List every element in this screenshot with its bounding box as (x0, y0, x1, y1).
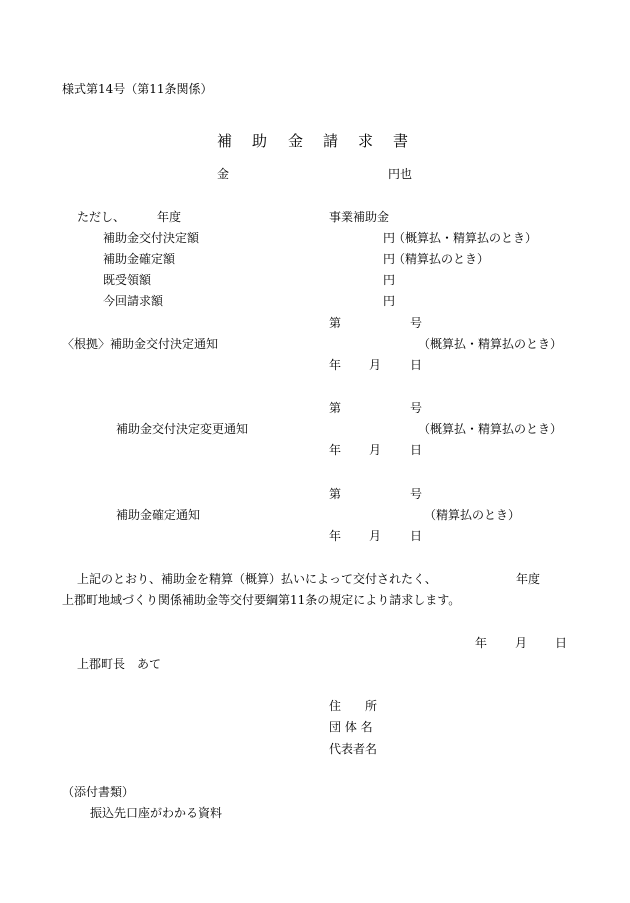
notice-nen: 年 (329, 443, 342, 457)
item-label: 既受領額 (103, 273, 152, 287)
item-label: 補助金交付決定額 (103, 231, 200, 245)
item-label: 補助金確定額 (103, 252, 176, 266)
body-line-2: 上郡町地域づくり関係補助金等交付要綱第11条の規定により請求します。 (62, 593, 461, 607)
purpose-jigyo: 事業補助金 (329, 210, 390, 224)
addressee: 上郡町長 あて (77, 657, 162, 671)
body-line-1: 上記のとおり、補助金を精算（概算）払いによって交付されたく、 (77, 572, 437, 586)
applicant-group-label: 団 体 名 (329, 720, 373, 734)
notice-go: 号 (410, 487, 423, 501)
notice-go: 号 (410, 401, 423, 415)
notice-tsuki: 月 (369, 358, 382, 372)
notice-tsuki: 月 (369, 529, 382, 543)
notice-note: （精算払のとき） (424, 508, 521, 522)
title-char: 請 (323, 132, 339, 150)
notice-dai: 第 (329, 316, 342, 330)
attachments-item: 振込先口座がわかる資料 (90, 806, 223, 820)
notice-label: 〈根拠〉補助金交付決定通知 (62, 337, 219, 351)
applicant-address-label: 住 所 (329, 699, 378, 713)
title-char: 求 (358, 132, 374, 150)
notice-go: 号 (410, 316, 423, 330)
item-unit: 円 (383, 252, 396, 266)
title-char: 補 (217, 132, 233, 150)
amount-suffix: 円也 (388, 167, 413, 181)
date-nen: 年 (475, 636, 488, 650)
purpose-tadashi: ただし、 (77, 210, 126, 224)
applicant-representative-label: 代表者名 (329, 742, 378, 756)
notice-nen: 年 (329, 358, 342, 372)
notice-hi: 日 (410, 358, 423, 372)
notice-dai: 第 (329, 487, 342, 501)
item-label: 今回請求額 (103, 294, 164, 308)
date-hi: 日 (555, 636, 568, 650)
item-unit: 円 (383, 294, 396, 308)
notice-label: 補助金確定通知 (116, 508, 201, 522)
notice-note: （概算払・精算払のとき） (418, 337, 563, 351)
item-unit: 円 (383, 273, 396, 287)
form-number: 様式第14号（第11条関係） (62, 82, 213, 96)
title-char: 書 (393, 132, 409, 150)
item-note: （精算払のとき） (393, 252, 490, 266)
purpose-nendo: 年度 (157, 210, 182, 224)
notice-hi: 日 (410, 529, 423, 543)
title-char: 助 (252, 132, 268, 150)
amount-prefix: 金 (217, 167, 230, 181)
notice-label: 補助金交付決定変更通知 (116, 422, 249, 436)
date-tsuki: 月 (515, 636, 528, 650)
attachments-heading: （添付書類） (62, 785, 135, 799)
notice-hi: 日 (410, 443, 423, 457)
notice-note: （概算払・精算払のとき） (418, 422, 563, 436)
notice-nen: 年 (329, 529, 342, 543)
item-note: （概算払・精算払のとき） (393, 231, 538, 245)
notice-dai: 第 (329, 401, 342, 415)
item-unit: 円 (383, 231, 396, 245)
body-line-1-nendo: 年度 (516, 572, 541, 586)
title-char: 金 (288, 132, 304, 150)
notice-tsuki: 月 (369, 443, 382, 457)
